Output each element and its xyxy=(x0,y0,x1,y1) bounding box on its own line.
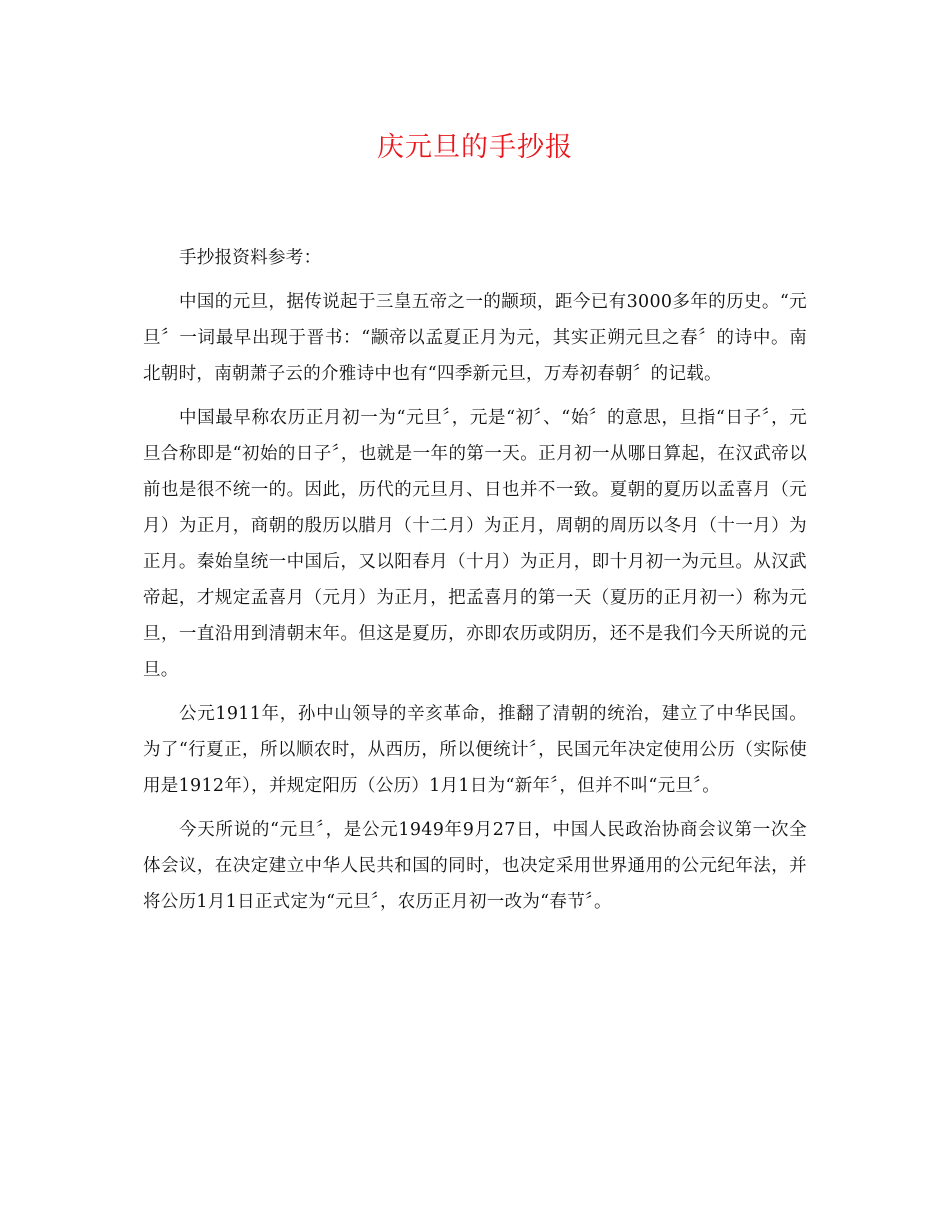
paragraph-republic: 公元1911年，孙中山领导的辛亥革命，推翻了清朝的统治，建立了中华民国。为了“行夏正，所以顺农时，从西历，所以便统计〞，民国元年决定使用公历（实际使用是1912年），并规定阳历（公历）1月1日为“新年〞，但并不叫“元旦〞。 xyxy=(143,704,807,796)
paragraph-origin: 中国的元旦，据传说起于三皇五帝之一的颛顼，距今已有3000多年的历史。“元旦〞一词最早出现于晋书：“颛帝以孟夏正月为元，其实正朔元旦之春〞的诗中。南北朝时，南朝萧子云的介雅诗中也有“四季新元旦，万寿初春朝〞的记载。 xyxy=(143,292,807,384)
paragraph-today: 今天所说的“元旦〞，是公元1949年9月27日，中国人民政治协商会议第一次全体会议，在决定建立中华人民共和国的同时，也决定采用世界通用的公元纪年法，并将公历1月1日正式定为“元旦〞，农历正月初一改为“春节〞。 xyxy=(143,820,807,912)
paragraph-intro: 手抄报资料参考： xyxy=(179,248,322,268)
paragraph-history: 中国最早称农历正月初一为“元旦〞，元是“初〞、“始〞的意思，旦指“日子〞，元旦合称即是“初始的日子〞，也就是一年的第一天。正月初一从哪日算起，在汉武帝以前也是很不统一的。因此，历代的元旦月、日也并不一致。夏朝的夏历以孟喜月（元月）为正月，商朝的殷历以腊月（十二月）为正月，周朝的周历以冬月（十一月）为正月。秦始皇统一中国后，又以阳春月（十月）为正月，即十月初一为元旦。从汉武帝起，才规定孟喜月（元月）为正月，把孟喜月的第一天（夏历的正月初一）称为元旦，一直沿用到清朝末年。但这是夏历，亦即农历或阴历，还不是我们今天所说的元旦。 xyxy=(143,408,807,680)
document-title: 庆元旦的手抄报 xyxy=(377,132,573,163)
document-body xyxy=(143,240,807,928)
